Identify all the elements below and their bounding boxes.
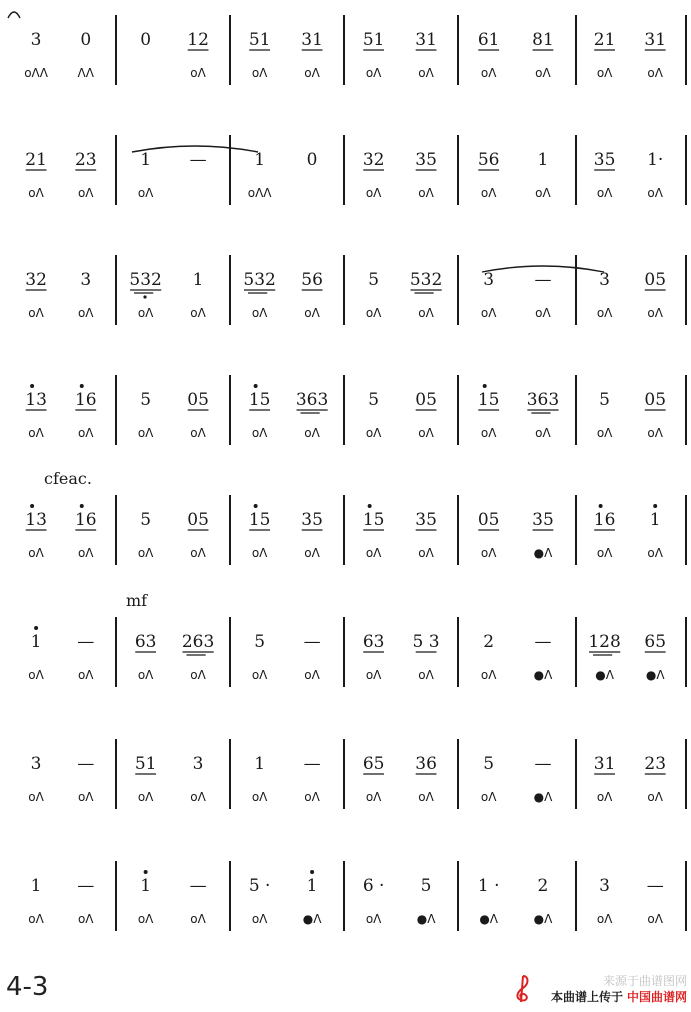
note-group: 1 · <box>477 876 500 896</box>
note-group: 51 <box>362 30 385 50</box>
stroke-mark: oΛ <box>535 426 551 440</box>
stroke-mark: ●Λ <box>533 546 553 560</box>
note-group: 32 <box>25 270 47 290</box>
octave-dot <box>34 626 38 630</box>
note-group: 15 <box>248 390 271 410</box>
note-group: 3 <box>30 754 42 774</box>
note-group: 0 <box>306 150 318 170</box>
stroke-mark: oΛ <box>251 912 268 926</box>
note-group: 532 <box>409 270 443 290</box>
stroke-mark: oΛΛ <box>24 66 48 80</box>
stroke-mark: oΛ <box>77 668 94 682</box>
stroke-mark: oΛ <box>418 186 434 200</box>
dynamic-marking: mf <box>126 591 148 610</box>
note-group: 21 <box>593 30 616 50</box>
stroke-mark: oΛ <box>535 66 551 80</box>
treble-clef-logo-icon <box>509 974 537 1004</box>
stroke-mark: oΛ <box>251 66 268 80</box>
page-number: 4-3 <box>6 972 49 1002</box>
stroke-mark: ●Λ <box>302 912 322 926</box>
stroke-mark: oΛ <box>418 306 434 320</box>
stroke-mark: oΛ <box>365 912 382 926</box>
stroke-mark: oΛ <box>647 66 663 80</box>
stroke-mark: ●Λ <box>533 790 553 804</box>
note-group: 1 <box>30 876 42 896</box>
stroke-mark: oΛ <box>365 668 382 682</box>
octave-dot <box>368 504 372 508</box>
stroke-mark: oΛ <box>28 546 44 560</box>
note-group: — <box>77 632 95 652</box>
note-group: 13 <box>25 510 47 530</box>
stroke-mark: oΛ <box>480 668 497 682</box>
stroke-mark: ΛΛ <box>77 66 94 80</box>
stroke-mark: oΛ <box>137 790 154 804</box>
note-group: 65 <box>644 632 667 652</box>
note-group: 21 <box>25 150 47 170</box>
note-group: 5 <box>254 632 266 652</box>
stroke-mark: oΛ <box>480 186 497 200</box>
stroke-mark: oΛ <box>77 306 94 320</box>
octave-dot <box>80 384 84 388</box>
note-group: — <box>303 632 321 652</box>
stroke-mark: oΛ <box>365 790 382 804</box>
note-group: 5 <box>368 270 380 290</box>
stroke-mark: oΛ <box>77 186 94 200</box>
note-group: 05 <box>644 270 667 290</box>
note-group: 65 <box>362 754 385 774</box>
octave-dot <box>599 504 603 508</box>
octave-dot <box>30 504 34 508</box>
note-group: 532 <box>129 270 162 290</box>
note-group: 1 <box>192 270 204 290</box>
note-group: 3 <box>192 754 204 774</box>
stroke-mark: oΛ <box>190 790 206 804</box>
stroke-mark: ●Λ <box>595 668 614 682</box>
note-group: 3 <box>483 270 495 290</box>
octave-dot <box>254 504 258 508</box>
stroke-mark: oΛ <box>190 426 206 440</box>
stroke-mark: oΛ <box>77 426 94 440</box>
stroke-mark: oΛ <box>28 668 44 682</box>
note-group: 5 3 <box>412 632 440 652</box>
stroke-mark: oΛ <box>480 790 497 804</box>
note-group: 35 <box>301 510 323 530</box>
note-group: 0 <box>140 30 152 50</box>
stroke-mark: oΛ <box>251 306 268 320</box>
stroke-mark: oΛ <box>418 66 434 80</box>
stroke-mark: oΛ <box>647 426 663 440</box>
stroke-mark: oΛ <box>251 546 268 560</box>
stroke-mark: oΛ <box>304 426 320 440</box>
stroke-mark: ●Λ <box>533 668 553 682</box>
note-group: 5 <box>483 754 495 774</box>
tie-arc <box>8 12 20 18</box>
stroke-mark: oΛ <box>28 186 44 200</box>
stroke-mark: oΛ <box>418 668 434 682</box>
note-group: 5 · <box>248 876 271 896</box>
note-group: 1 <box>537 150 549 170</box>
note-group: 15 <box>362 510 385 530</box>
note-group: 13 <box>25 390 47 410</box>
note-group: 32 <box>362 150 385 170</box>
note-group: 263 <box>181 632 215 652</box>
stroke-mark: oΛ <box>647 186 663 200</box>
stroke-mark: oΛ <box>304 668 320 682</box>
note-group: 3 <box>599 876 611 896</box>
note-group: 16 <box>593 510 616 530</box>
note-group: 1 <box>140 876 152 896</box>
stroke-mark: oΛ <box>304 306 320 320</box>
octave-dot <box>143 295 146 298</box>
stroke-mark: oΛ <box>251 668 268 682</box>
stroke-mark: oΛΛ <box>247 186 272 200</box>
watermark-credit <box>551 988 687 1005</box>
octave-dot <box>483 384 487 388</box>
note-group: 51 <box>134 754 157 774</box>
stroke-mark: oΛ <box>647 912 663 926</box>
stroke-mark: oΛ <box>596 790 613 804</box>
stroke-mark: oΛ <box>77 912 94 926</box>
watermark-brand: 中国曲谱网 <box>626 990 687 1004</box>
note-group: — <box>534 754 552 774</box>
note-group: — <box>303 754 321 774</box>
note-group: 5 <box>368 390 380 410</box>
octave-dot <box>30 384 34 388</box>
note-group: 16 <box>74 510 97 530</box>
note-group: 61 <box>477 30 500 50</box>
stroke-mark: oΛ <box>137 546 154 560</box>
stroke-mark: oΛ <box>480 66 497 80</box>
note-group: 35 <box>593 150 616 170</box>
stroke-mark: oΛ <box>190 912 206 926</box>
stroke-mark: oΛ <box>190 546 206 560</box>
note-group: 1 <box>30 632 42 652</box>
note-group: 128 <box>588 632 621 652</box>
note-group: 0 <box>80 30 92 50</box>
stroke-mark: oΛ <box>137 912 154 926</box>
note-group: 56 <box>301 270 323 290</box>
note-group: 05 <box>477 510 500 530</box>
note-group: 23 <box>74 150 97 170</box>
stroke-mark: oΛ <box>535 186 551 200</box>
note-group: 1 <box>306 876 318 896</box>
note-group: 81 <box>532 30 554 50</box>
note-group: 05 <box>187 390 209 410</box>
note-group: 363 <box>295 390 329 410</box>
stroke-mark: oΛ <box>596 66 613 80</box>
stroke-mark: oΛ <box>251 426 268 440</box>
note-group: 1· <box>647 150 664 170</box>
stroke-mark: oΛ <box>304 790 320 804</box>
octave-dot <box>653 504 657 508</box>
note-group: 1 <box>649 510 661 530</box>
stroke-mark: oΛ <box>28 790 44 804</box>
note-group: 05 <box>644 390 667 410</box>
note-group: 5 <box>420 876 432 896</box>
octave-dot <box>144 870 148 874</box>
stroke-mark: oΛ <box>77 546 94 560</box>
note-group: 05 <box>415 390 437 410</box>
stroke-mark: oΛ <box>365 186 382 200</box>
note-group: 35 <box>532 510 554 530</box>
stroke-mark: oΛ <box>596 186 613 200</box>
note-group: 05 <box>187 510 209 530</box>
note-group: 31 <box>415 30 437 50</box>
note-group: 363 <box>526 390 560 410</box>
note-group: 6 · <box>362 876 385 896</box>
dynamic-marking: cfeac. <box>44 469 92 488</box>
watermark-source: 来源于曲谱图网 <box>602 974 687 988</box>
stroke-mark: oΛ <box>647 546 663 560</box>
stroke-mark: oΛ <box>418 546 434 560</box>
stroke-mark: oΛ <box>304 66 320 80</box>
watermark-credit-text: 本曲谱上传于 <box>550 990 623 1004</box>
note-group: — <box>77 876 95 896</box>
note-group: 56 <box>477 150 500 170</box>
note-group: 23 <box>644 754 667 774</box>
stroke-mark: ●Λ <box>416 912 436 926</box>
stroke-mark: oΛ <box>137 306 154 320</box>
stroke-mark: oΛ <box>251 790 268 804</box>
note-group: 5 <box>140 390 152 410</box>
octave-dot <box>310 870 314 874</box>
note-group: 1 <box>254 150 266 170</box>
stroke-mark: oΛ <box>190 306 206 320</box>
note-group: 15 <box>477 390 500 410</box>
stroke-mark: oΛ <box>28 306 44 320</box>
note-group: — <box>77 754 95 774</box>
stroke-mark: ●Λ <box>645 668 665 682</box>
note-group: 35 <box>415 510 437 530</box>
note-group: — <box>534 270 552 290</box>
stroke-mark: oΛ <box>596 426 613 440</box>
stroke-mark: oΛ <box>28 912 44 926</box>
stroke-mark: oΛ <box>418 426 434 440</box>
stroke-mark: oΛ <box>137 668 154 682</box>
stroke-mark: oΛ <box>647 790 663 804</box>
note-group: 63 <box>362 632 385 652</box>
stroke-mark: oΛ <box>77 790 94 804</box>
note-group: 12 <box>187 30 209 50</box>
stroke-mark: oΛ <box>535 306 551 320</box>
note-group: 31 <box>301 30 323 50</box>
stroke-mark: oΛ <box>365 66 382 80</box>
stroke-mark: oΛ <box>365 306 382 320</box>
note-group: — <box>534 632 552 652</box>
note-group: 5 <box>599 390 611 410</box>
note-group: — <box>189 876 207 896</box>
stroke-mark: oΛ <box>596 306 613 320</box>
note-group: 2 <box>537 876 549 896</box>
note-group: 15 <box>248 510 271 530</box>
note-group: 63 <box>134 632 157 652</box>
note-group: 1 <box>254 754 266 774</box>
octave-dot <box>80 504 84 508</box>
note-group: 16 <box>74 390 97 410</box>
stroke-mark: oΛ <box>480 546 497 560</box>
note-group: 31 <box>644 30 667 50</box>
note-group: 31 <box>593 754 616 774</box>
stroke-mark: oΛ <box>365 546 382 560</box>
note-group: 2 <box>483 632 495 652</box>
stroke-mark: oΛ <box>480 426 497 440</box>
watermark-footer <box>487 972 687 1008</box>
note-group: 532 <box>243 270 276 290</box>
stroke-mark: oΛ <box>596 912 613 926</box>
stroke-mark: oΛ <box>28 426 44 440</box>
stroke-mark: oΛ <box>365 426 382 440</box>
stroke-mark: oΛ <box>480 306 497 320</box>
stroke-mark: oΛ <box>137 186 154 200</box>
note-group: — <box>189 150 207 170</box>
stroke-mark: oΛ <box>647 306 663 320</box>
stroke-mark: oΛ <box>190 668 206 682</box>
note-group: 3 <box>30 30 42 50</box>
stroke-mark: oΛ <box>596 546 613 560</box>
note-group: 35 <box>415 150 437 170</box>
stroke-mark: oΛ <box>304 546 320 560</box>
note-group: 3 <box>599 270 611 290</box>
note-group: 36 <box>415 754 437 774</box>
stroke-mark: ●Λ <box>533 912 553 926</box>
stroke-mark: oΛ <box>137 426 154 440</box>
note-group: 3 <box>80 270 92 290</box>
note-group: 1 <box>140 150 152 170</box>
note-group: 5 <box>140 510 152 530</box>
octave-dot <box>254 384 258 388</box>
stroke-mark: oΛ <box>190 66 206 80</box>
stroke-mark: ●Λ <box>479 912 499 926</box>
note-group: 51 <box>248 30 271 50</box>
stroke-mark: oΛ <box>418 790 434 804</box>
note-group: — <box>646 876 664 896</box>
